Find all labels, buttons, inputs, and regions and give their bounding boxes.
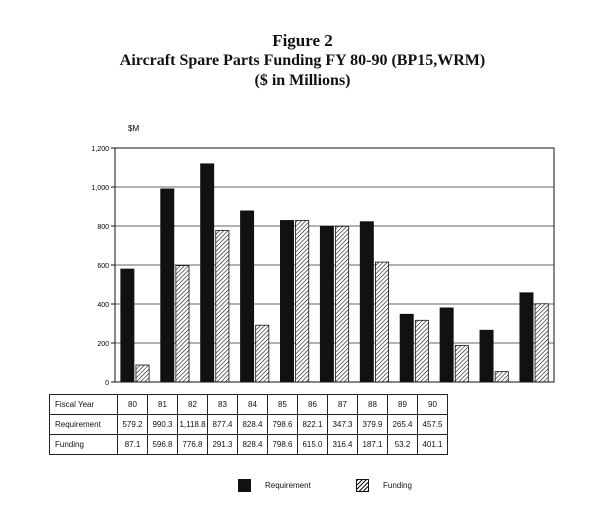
requirement-bar-80 [121,269,134,382]
funding-bar-84 [296,220,309,382]
year-cell: 80 [118,395,148,415]
requirement-bar-87 [400,314,413,382]
fiscal-year-row [50,395,448,415]
funding-cell: 53.2 [388,435,418,455]
figure-label: Figure 2 [272,31,333,50]
data-table [49,394,448,455]
chart-title: Aircraft Spare Parts Funding FY 80-90 (BP15,WRM) [119,52,486,69]
year-cell: 83 [208,395,238,415]
legend-funding [356,479,412,492]
requirement-row-label: Requirement [50,415,118,435]
funding-bar-86 [375,262,388,382]
y-tick-label: 0 [105,380,109,387]
year-cell: 89 [388,395,418,415]
funding-row-label: Funding [50,435,118,455]
fiscal-year-label: Fiscal Year [50,395,118,415]
legend-requirement [238,479,311,492]
requirement-cell: 379.9 [358,415,388,435]
requirement-cell: 798.6 [268,415,298,435]
requirement-cell: 990.3 [148,415,178,435]
funding-cell: 615.0 [298,435,328,455]
requirement-bar-86 [360,222,373,382]
year-cell: 87 [328,395,358,415]
y-tick-label: 600 [97,263,109,270]
legend-funding-label: Funding [383,481,412,490]
funding-cell: 291.3 [208,435,238,455]
requirement-cell: 265.4 [388,415,418,435]
funding-cell: 798.6 [268,435,298,455]
requirement-bar-85 [320,226,333,382]
year-cell: 85 [268,395,298,415]
funding-bar-83 [256,325,269,382]
year-cell: 81 [148,395,178,415]
funding-bar-88 [455,346,468,382]
year-cell: 90 [418,395,448,415]
y-tick-label: 800 [97,224,109,231]
funding-cell: 401.1 [418,435,448,455]
year-cell: 88 [358,395,388,415]
y-axis-label: $M [128,124,140,133]
funding-cell: 828.4 [238,435,268,455]
requirement-cell: 822.1 [298,415,328,435]
year-cell: 82 [178,395,208,415]
requirement-bar-89 [480,330,493,382]
requirement-cell: 1,118.8 [178,415,208,435]
requirement-swatch [238,479,251,492]
requirement-cell: 828.4 [238,415,268,435]
year-cell: 86 [298,395,328,415]
requirement-cell: 579.2 [118,415,148,435]
funding-bar-89 [495,372,508,382]
funding-cell: 87.1 [118,435,148,455]
funding-swatch [356,479,369,492]
funding-cell: 776.8 [178,435,208,455]
chart-subtitle: ($ in Millions) [254,72,351,89]
funding-bar-90 [535,304,548,382]
funding-bar-87 [415,320,428,382]
y-tick-label: 1,000 [91,185,109,192]
requirement-cell: 877.4 [208,415,238,435]
funding-bar-85 [336,226,349,382]
requirement-cell: 457.5 [418,415,448,435]
requirement-bar-81 [161,189,174,382]
requirement-bar-88 [440,308,453,382]
funding-cell: 316.4 [328,435,358,455]
legend-requirement-label: Requirement [265,481,311,490]
funding-cell: 187.1 [358,435,388,455]
requirement-bar-84 [280,220,293,382]
funding-bar-81 [176,266,189,382]
requirement-bar-83 [241,211,254,382]
y-tick-label: 200 [97,341,109,348]
funding-row [50,435,448,455]
y-tick-label: 1,200 [91,146,109,153]
funding-bar-80 [136,365,149,382]
requirement-cell: 347.3 [328,415,358,435]
year-cell: 84 [238,395,268,415]
requirement-bar-90 [520,293,533,382]
funding-bar-82 [216,231,229,382]
funding-cell: 596.8 [148,435,178,455]
requirement-row [50,415,448,435]
requirement-bar-82 [201,164,214,382]
y-tick-label: 400 [97,302,109,309]
